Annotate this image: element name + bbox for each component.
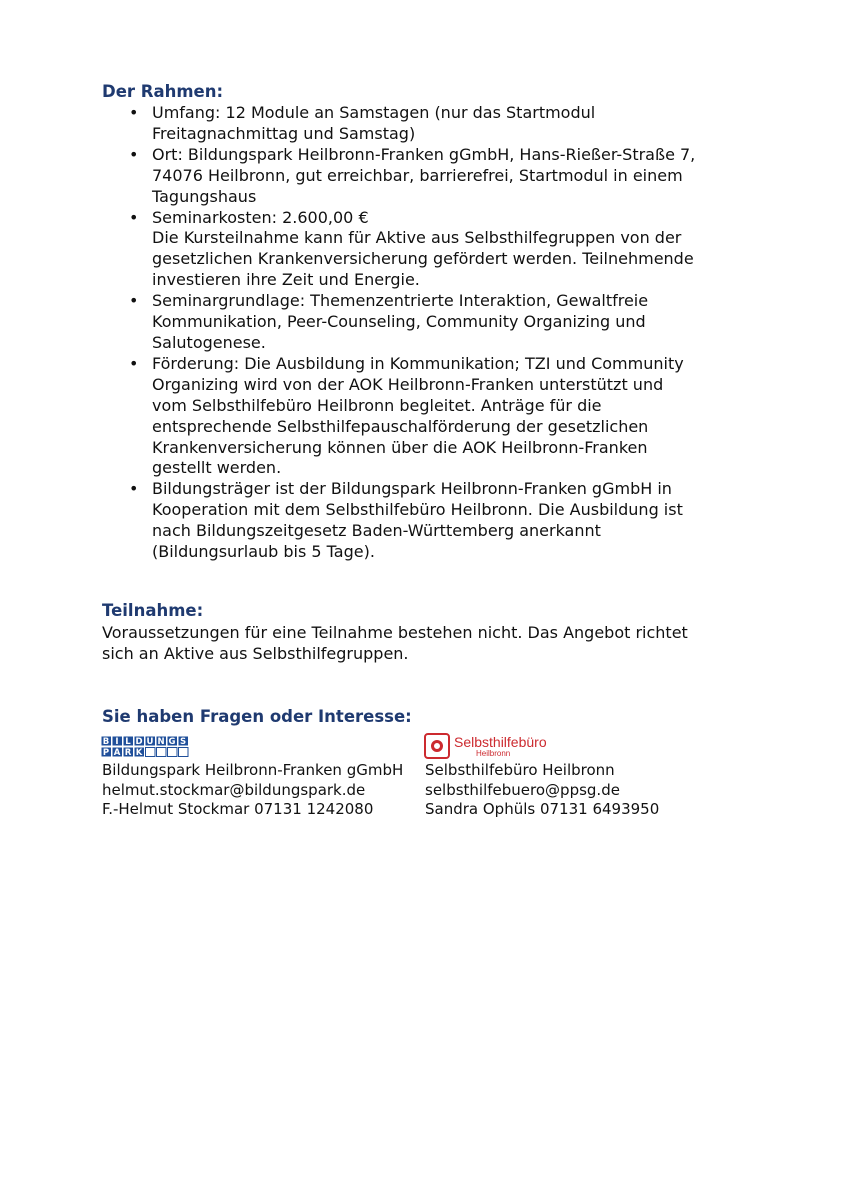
logo-letter: A	[113, 748, 121, 758]
logo-letter: R	[124, 748, 132, 758]
selbsthilfe-logo-name: Selbsthilfebüro	[454, 733, 547, 750]
logo-letter: I	[115, 737, 119, 747]
section-heading-rahmen: Der Rahmen:	[102, 82, 224, 101]
contact-name: Selbsthilfebüro Heilbronn	[425, 761, 615, 779]
contact-email: selbsthilfebuero@ppsg.de	[425, 780, 620, 799]
logo-letter: S	[179, 737, 187, 747]
bullet-icon: •	[129, 207, 139, 227]
logo-letter: L	[125, 737, 131, 747]
contact-email: helmut.stockmar@bildungspark.de	[102, 780, 366, 799]
logo-empty-box	[179, 748, 189, 757]
bullet-icon: •	[129, 291, 139, 311]
teilnahme-paragraph: Voraussetzungen für eine Teilnahme bestehen nicht. Das Angebot richtet sich an Aktive aus Selbsthilfegruppen.	[102, 623, 688, 663]
bullet-icon: •	[129, 103, 139, 122]
list-item: • Seminarkosten: 2.600,00 € Die Kursteilnahme kann für Aktive aus Selbsthilfegruppen von der gesetzlichen Krankenversicherung gefördert werden. Teilnehmende investieren ihre Zeit und Energie.	[129, 207, 694, 290]
contact-bildungspark	[102, 761, 403, 820]
section-heading-fragen: Sie haben Fragen oder Interesse:	[102, 707, 412, 726]
logo-letter: U	[146, 737, 154, 747]
logo-letter: P	[102, 748, 110, 758]
logo-empty-box	[146, 748, 156, 757]
list-item: • Förderung: Die Ausbildung in Kommunikation; TZI und Community Organizing wird von der AOK Heilbronn-Franken unterstützt und vom Selbsthilfebüro Heilbronn begleitet. Anträge für die entsprechende Selbsthilfepauschalförderung der gesetzlichen Krankenversicherung können über die AOK Heilbronn-Franken gestellt werden.	[129, 353, 684, 478]
logo-letter: K	[135, 748, 143, 758]
list-item: • Umfang: 12 Module an Samstagen (nur das Startmodul Freitagnachmittag und Samstag)	[129, 103, 596, 143]
list-item: • Bildungsträger ist der Bildungspark Heilbronn-Franken gGmbH in Kooperation mit dem Selbsthilfebüro Heilbronn. Die Ausbildung ist nach Bildungszeitgesetz Baden-Württemberg anerkannt (Bildungsurlaub bis 5 Tage).	[129, 479, 683, 562]
bullet-icon: •	[129, 144, 139, 164]
logo-empty-box	[157, 748, 167, 757]
bullet-icon: •	[129, 479, 139, 499]
selbsthilfe-logo-city: Heilbronn	[476, 748, 511, 758]
selbsthilfe-logo-icon	[424, 733, 450, 759]
logo-empty-box	[168, 748, 178, 757]
bullet-icon: •	[129, 353, 139, 373]
bildungspark-logo	[101, 736, 189, 758]
contact-name: Bildungspark Heilbronn-Franken gGmbH	[102, 761, 404, 779]
contact-person: Sandra Ophüls 07131 6493950	[425, 800, 660, 818]
logo-letter: B	[102, 737, 110, 747]
logo-letter: G	[168, 737, 176, 747]
logo-letter: D	[135, 737, 143, 747]
contact-person: F.-Helmut Stockmar 07131 1242080	[102, 800, 374, 818]
rahmen-list	[124, 103, 764, 563]
logo-letter: N	[157, 737, 165, 747]
list-item: • Seminargrundlage: Themenzentrierte Interaktion, Gewaltfreie Kommunikation, Peer-Counseling, Community Organizing und Salutogenese.	[129, 291, 649, 352]
section-heading-teilnahme: Teilnahme:	[102, 601, 204, 620]
selbsthilfebuero-logo	[424, 730, 547, 762]
contact-selbsthilfe	[425, 761, 659, 820]
list-item: • Ort: Bildungspark Heilbronn-Franken gGmbH, Hans-Rießer-Straße 7, 74076 Heilbronn, gut erreichbar, barrierefrei, Startmodul in einem Tagungshaus	[129, 144, 696, 206]
